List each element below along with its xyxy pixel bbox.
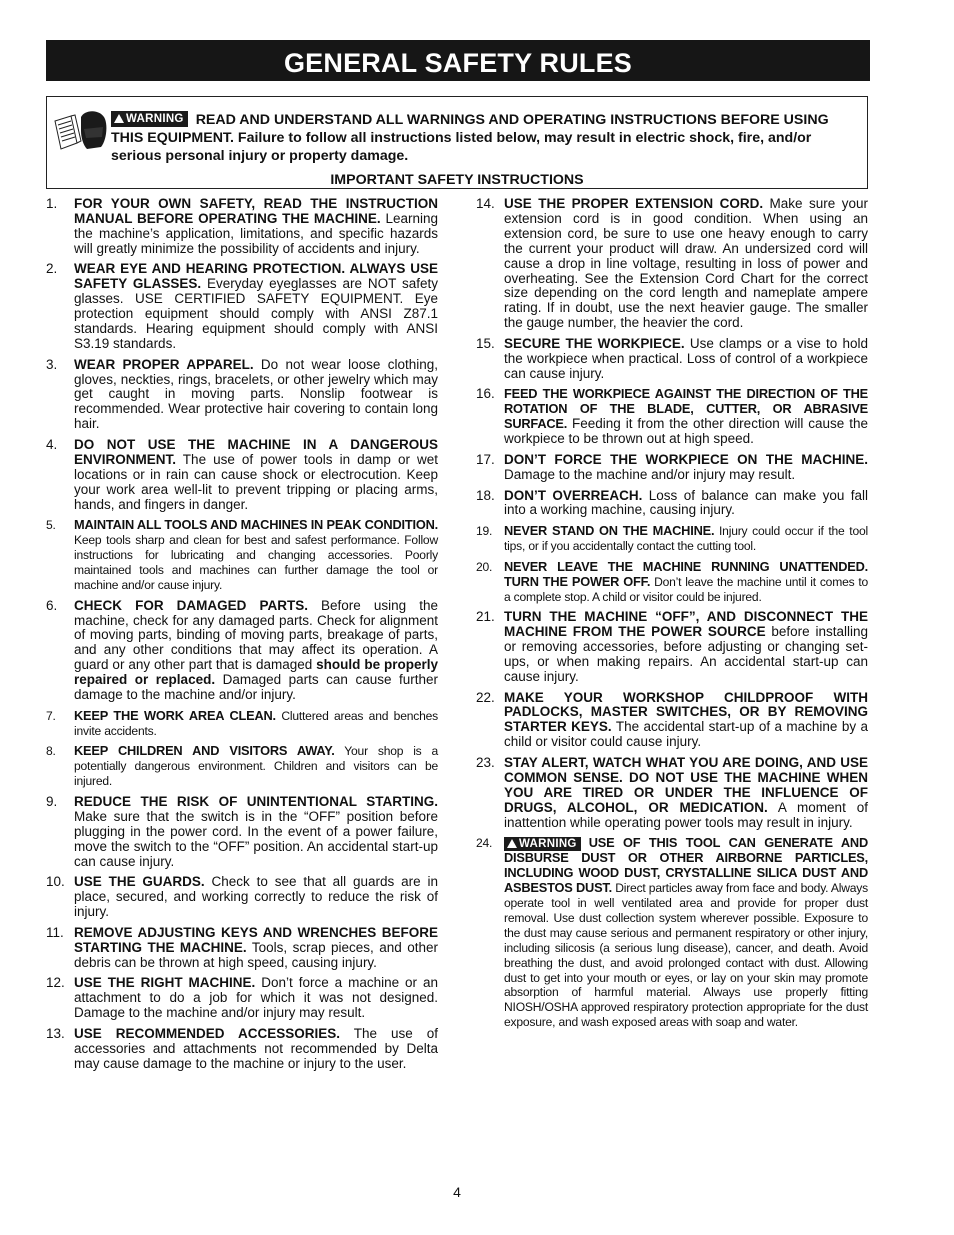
warning-message: READ AND UNDERSTAND ALL WARNINGS AND OPERATING INSTRUCTIONS BEFORE USING THIS EQUIPMENT. Failure to follow all instructions listed below, may result in electric shock, fire, and/or serious personal injury or property damage. xyxy=(111,112,829,164)
page-title-bar xyxy=(46,40,870,81)
rule-item: 19. NEVER STAND ON THE MACHINE. Injury could occur if the tool tips, or if you accidentally contact the cutting tool. xyxy=(476,523,868,554)
rules-column-right xyxy=(476,197,868,1036)
page-number: 4 xyxy=(453,1184,461,1200)
rule-item: 10. USE THE GUARDS. Check to see that all guards are in place, secured, and working correctly to reduce the risk of injury. xyxy=(46,874,438,920)
rule-item: 14. USE THE PROPER EXTENSION CORD. Make sure your extension cord is in good condition. When using an extension cord, be sure to use one heavy enough to carry the current your product will draw. An undersized cord will cause a drop in line voltage, resulting in loss of power and overheating. See the Extension Cord Chart for the correct size depending on the cord length and nameplate ampere rating. If in doubt, use the next heavier gauge. The smaller the gauge number, the heavier the cord. xyxy=(476,196,868,331)
rule-item: 3. WEAR PROPER APPAREL. Do not wear loose clothing, gloves, neckties, rings, bracelets, or other jewelry which may get caught in moving parts. Nonslip footwear is recommended. Wear protective hair covering to contain long hair. xyxy=(46,356,438,432)
rule-item: 20. NEVER LEAVE THE MACHINE RUNNING UNATTENDED. TURN THE POWER OFF. Don’t leave the machine until it comes to a complete stop. A child or visitor could be injured. xyxy=(476,558,868,604)
rule-item: 21. TURN THE MACHINE “OFF”, AND DISCONNECT THE MACHINE FROM THE POWER SOURCE before installing or removing accessories, before adjusting or changing set-ups, or when making repairs. An accidental start-up can cause injury. xyxy=(476,609,868,684)
rule-item: 1. FOR YOUR OWN SAFETY, READ THE INSTRUCTION MANUAL BEFORE OPERATING THE MACHINE. Learning the machine’s application, limitations, and specific hazards will greatly minimize the possibility of accidents and injury. xyxy=(46,196,438,256)
rule-item: 2. WEAR EYE AND HEARING PROTECTION. ALWAYS USE SAFETY GLASSES. Everyday eyeglasses are NOT safety glasses. USE CERTIFIED SAFETY EQUIPMENT. Eye protection equipment should comply with ANSI Z87.1 standards. Hearing equipment should comply with ANSI S3.19 standards. xyxy=(46,261,438,351)
rule-item: 11. REMOVE ADJUSTING KEYS AND WRENCHES BEFORE STARTING THE MACHINE. Tools, scrap pieces, and other debris can be thrown at high speed, causing injury. xyxy=(46,924,439,970)
rule-item: 15. SECURE THE WORKPIECE. Use clamps or a vise to hold the workpiece when practical. Loss of control of a workpiece can cause injury. xyxy=(476,335,868,381)
important-safety-heading: IMPORTANT SAFETY INSTRUCTIONS xyxy=(330,172,584,188)
rule-item: 6. CHECK FOR DAMAGED PARTS. Before using the machine, check for any damaged parts. Check for alignment of moving parts, binding of moving parts, breakage of parts, and any other conditions that may affect its operation. A guard or any other part that is damaged should be properly repaired or replaced. Damaged parts can cause further damage to the machine and/or injury. xyxy=(46,597,439,703)
warning-triangle-icon xyxy=(114,114,124,123)
warning-badge: WARNING xyxy=(111,111,188,127)
page-title: GENERAL SAFETY RULES xyxy=(283,48,633,78)
rule-item: 18. DON’T OVERREACH. Loss of balance can make you fall into a working machine, causing injury. xyxy=(476,487,868,518)
rule-item: 12. USE THE RIGHT MACHINE. Don’t force a machine or an attachment to do a job for which it was not designed. Damage to the machine and/or injury may result. xyxy=(46,975,438,1021)
warning-box xyxy=(46,96,868,189)
warning-text xyxy=(111,111,863,165)
rule-item: 23. STAY ALERT, WATCH WHAT YOU ARE DOING, AND USE COMMON SENSE. DO NOT USE THE MACHINE WHEN YOU ARE TIRED OR UNDER THE INFLUENCE OF DRUGS, ALCOHOL, OR MEDICATION. A moment of inattention while operating power tools may result in injury. xyxy=(476,754,868,830)
rule-item: 8. KEEP CHILDREN AND VISITORS AWAY. Your shop is a potentially dangerous environment. Children and visitors can be injured. xyxy=(46,743,438,789)
rule-item: 5. MAINTAIN ALL TOOLS AND MACHINES IN PEAK CONDITION. Keep tools sharp and clean for best and safest performance. Follow instructions for lubricating and changing accessories. Poorly maintained tools and machines can further damage the tool or machine and/or cause injury. xyxy=(46,517,438,592)
rule-item: 4. DO NOT USE THE MACHINE IN A DANGEROUS ENVIRONMENT. The use of power tools in damp or wet locations or in rain can cause shock or electrocution. Keep your work area well-lit to prevent tripping or placing arms, hands, and fingers in danger. xyxy=(46,436,438,512)
rule-item: 7. KEEP THE WORK AREA CLEAN. Cluttered areas and benches invite accidents. xyxy=(46,707,438,738)
warning-badge: WARNING xyxy=(504,837,581,851)
rule-item: 22. MAKE YOUR WORKSHOP CHILDPROOF WITH PADLOCKS, MASTER SWITCHES, OR BY REMOVING STARTER KEYS. The accidental start-up of a machine by a child or visitor could cause injury. xyxy=(476,689,868,750)
rule-item: 9. REDUCE THE RISK OF UNINTENTIONAL STARTING. Make sure that the switch is in the “OFF” position before plugging in the power cord. In the event of a power failure, move the switch to the “OFF” position. An accidental start-up can cause injury. xyxy=(46,793,438,869)
rule-item: 24. WARNING USE OF THIS TOOL CAN GENERATE AND DISBURSE DUST OR OTHER AIRBORNE PARTICLES, INCLUDING WOOD DUST, CRYSTALLINE SILICA DUST AND ASBESTOS DUST. Direct particles away from face and body. Always operate tool in well ventilated area and provide for proper dust removal. Use dust collection system wherever possible. Exposure to the dust may cause serious and permanent respiratory or other injury, including silicosis (a serious lung disease), cancer, and death. Avoid breathing the dust, and avoid prolonged contact with dust. Allowing dust to get into your mouth or eyes, or lay on your skin may promote absorption of harmful material. Always use properly fitting NIOSH/OSHA approved respiratory protection appropriate for the dust exposure, and wash exposed areas with soap and water. xyxy=(476,835,868,1030)
rule-item: 13. USE RECOMMENDED ACCESSORIES. The use of accessories and attachments not recommended by Delta may cause damage to the machine or injury to the user. xyxy=(46,1025,438,1071)
read-manual-helmet-icon xyxy=(51,107,107,157)
rule-item: 17. DON’T FORCE THE WORKPIECE ON THE MACHINE. Damage to the machine and/or injury may result. xyxy=(476,451,868,482)
rules-column-left xyxy=(46,197,438,1077)
rule-item: 16. FEED THE WORKPIECE AGAINST THE DIRECTION OF THE ROTATION OF THE BLADE, CUTTER, OR ABRASIVE SURFACE. Feeding it from the other direction will cause the workpiece to be thrown out at high speed. xyxy=(476,386,868,447)
warning-triangle-icon xyxy=(507,839,517,848)
